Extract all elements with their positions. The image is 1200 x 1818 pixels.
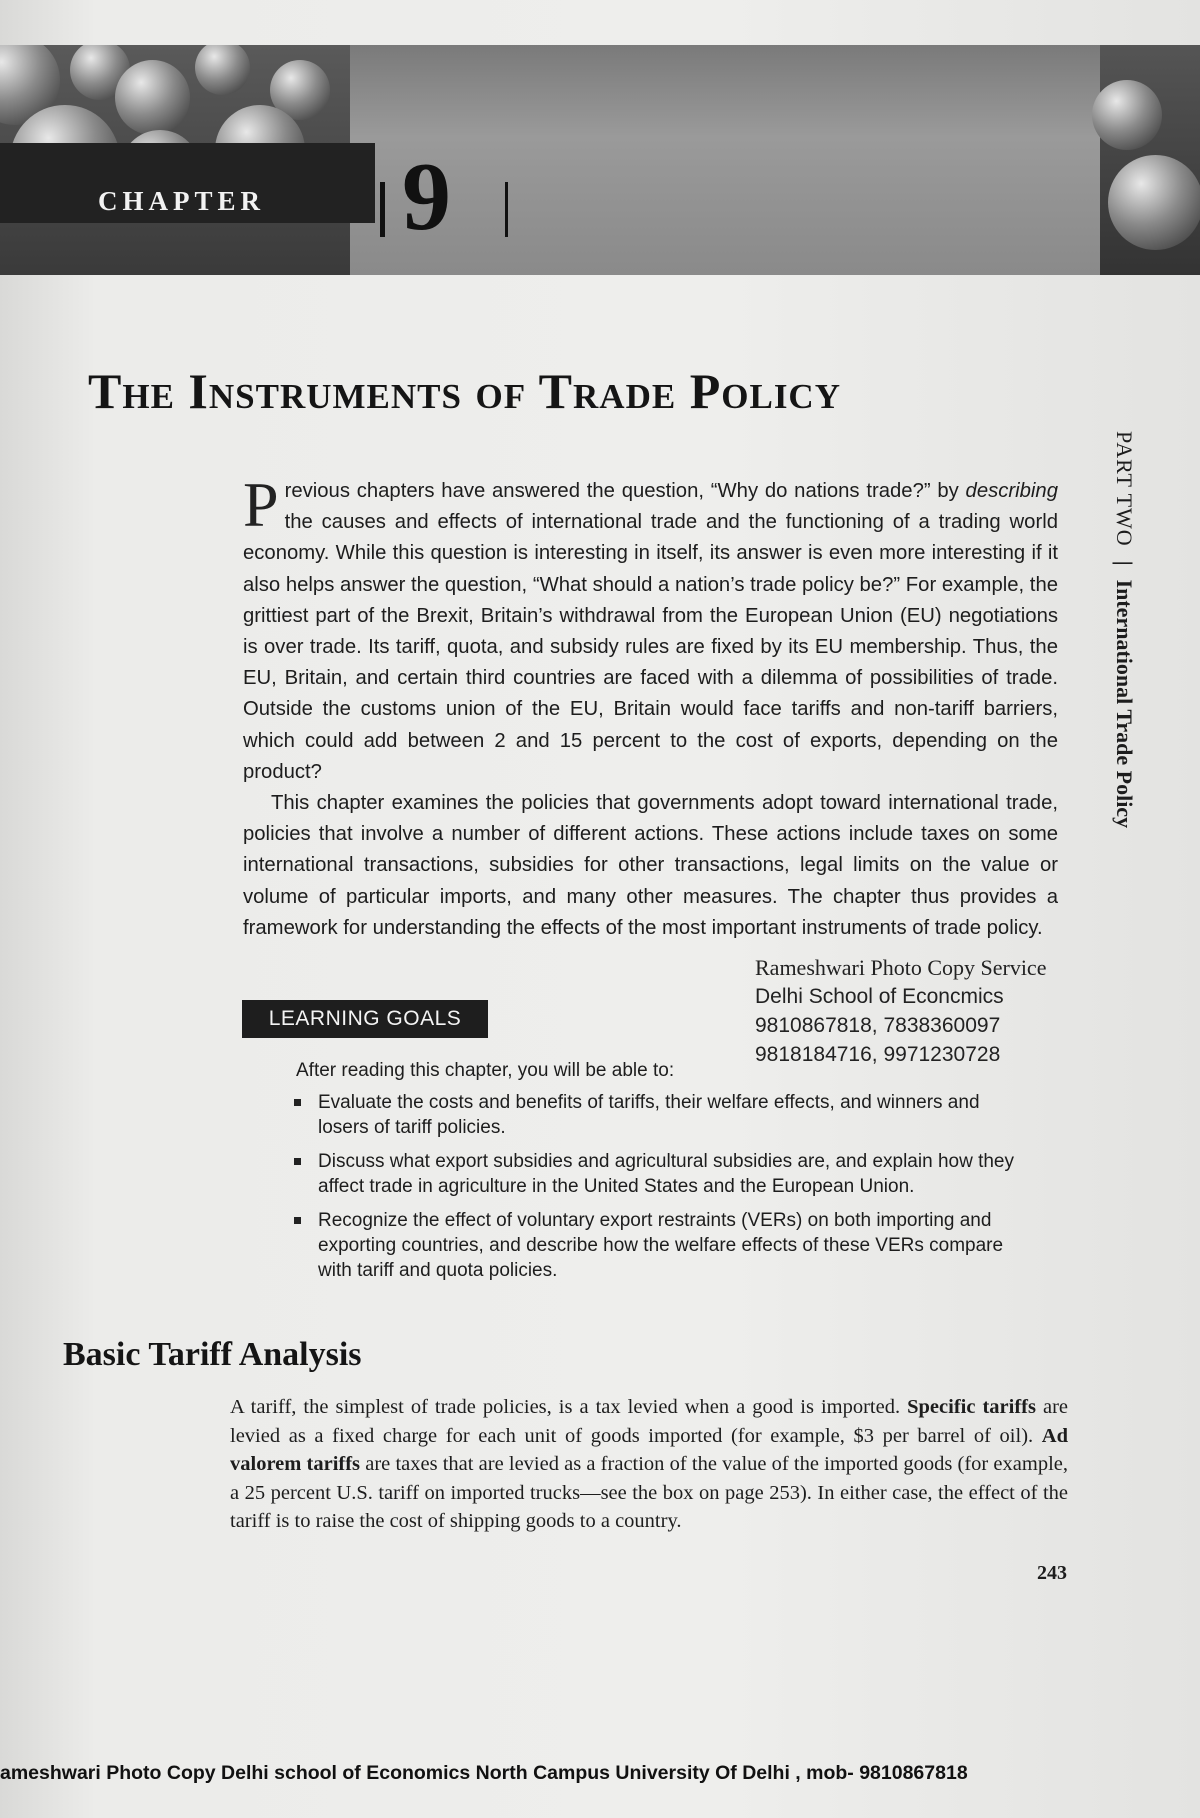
intro-text-part: the causes and effects of international trade and the functioning of a trading world economy. While this question is interesting in itself, its answer is even more interesting if it also helps answer the question, “What should a nation’s trade policy be?” For example, the grittiest part of the Brexit, Britain’s withdrawal from the European Union (EU) negotiations is over trade. Its tariff, quota, and subsidy rules are fixed by its EU membership. Thus, the EU, Britain, and certain third countries are faced with a dilemma of possibilities of trade. Outside the customs union of the EU, Britain would face tariffs and non-tariff barriers, which could add between 2 and 15 percent to the cost of exports, depending on the product? [243, 511, 1058, 783]
section-text-part: are taxes that are levied as a fraction of the value of the imported goods (for example, a 25 percent U.S. tariff on imported trucks—see the box on page 253). In either case, the effect of the tariff is to raise the cost of shipping goods to a country. [230, 1453, 1068, 1533]
stamp-line: 9810867818, 7838360097 [755, 1014, 1001, 1037]
side-part-tab [1092, 431, 1152, 951]
chapter-label: CHAPTER [98, 186, 266, 216]
intro-emphasis: describing [965, 480, 1058, 502]
side-tab-part: PART TWO [1112, 431, 1137, 547]
side-tab-separator: | [1112, 560, 1137, 566]
bullet-icon [294, 1158, 301, 1165]
section-bold-term: Ad valorem tariffs [230, 1424, 1068, 1476]
learning-goal-text: Evaluate the costs and benefits of tariffs, their welfare effects, and winners and losers of tariff policies. [318, 1092, 980, 1138]
intro-text [243, 469, 1058, 944]
chapter-number-rule-right [505, 182, 508, 237]
bullet-icon [294, 1217, 301, 1224]
section-text-part: A tariff, the simplest of trade policies, is a tax levied when a good is imported. [230, 1396, 908, 1418]
learning-goals-intro: After reading this chapter, you will be able to: [296, 1060, 675, 1081]
intro-paragraph-2: This chapter examines the policies that governments adopt toward international trade, policies that involve a number of different actions. These actions include taxes on some international transactions, subsidies for other transactions, legal limits on the value or volume of particular imports, and many other measures. The chapter thus provides a framework for understanding the effects of the most important instruments of trade policy. [243, 792, 1058, 939]
section-heading: Basic Tariff Analysis [63, 1336, 362, 1373]
section-text-part: are levied as a fixed charge for each unit of goods imported (for example, $3 per barrel of oil). [230, 1396, 1069, 1447]
learning-goal-text: Recognize the effect of voluntary export restraints (VERs) on both importing and exporting countries, and describe how the welfare effects of these VERs compare with tariff and quota policies. [318, 1210, 1004, 1281]
section-bold-term: Specific tariffs [907, 1396, 1036, 1418]
decorative-sphere [115, 60, 190, 135]
stamp-line: 9818184716, 9971230728 [755, 1043, 1001, 1066]
side-tab-topic: International Trade Policy [1112, 579, 1137, 829]
learning-goal-item [290, 1090, 1030, 1140]
bullet-icon [294, 1099, 301, 1106]
decorative-sphere [1092, 80, 1162, 150]
section-paragraph [230, 1393, 1068, 1536]
page-number: 243 [1037, 1562, 1067, 1584]
photocopy-footer: ameshwari Photo Copy Delhi school of Economics North Campus University Of Delhi , mob- 9810867818 [0, 1762, 968, 1784]
learning-goals-badge: LEARNING GOALS [242, 1000, 488, 1038]
learning-goal-text: Discuss what export subsidies and agricultural subsidies are, and explain how they affect trade in agriculture in the United States and the European Union. [318, 1151, 1014, 1197]
chapter-title: The Instruments of Trade Policy [88, 363, 841, 419]
decorative-sphere [1108, 155, 1200, 250]
learning-goal-item [290, 1149, 1030, 1199]
stamp-line: Rameshwari Photo Copy Service [755, 955, 1047, 980]
learning-goals-list [290, 1090, 1030, 1292]
stamp-line: Delhi School of Econcmics [755, 985, 1004, 1008]
copy-shop-stamp [755, 953, 1046, 1069]
intro-paragraph-1 [243, 469, 1058, 788]
chapter-number-rule-left [380, 182, 385, 237]
learning-goal-item [290, 1208, 1030, 1283]
intro-text-part: revious chapters have answered the question, “Why do nations trade?” by [284, 480, 966, 502]
drop-cap: P [243, 469, 279, 540]
chapter-number: 9 [402, 143, 451, 251]
